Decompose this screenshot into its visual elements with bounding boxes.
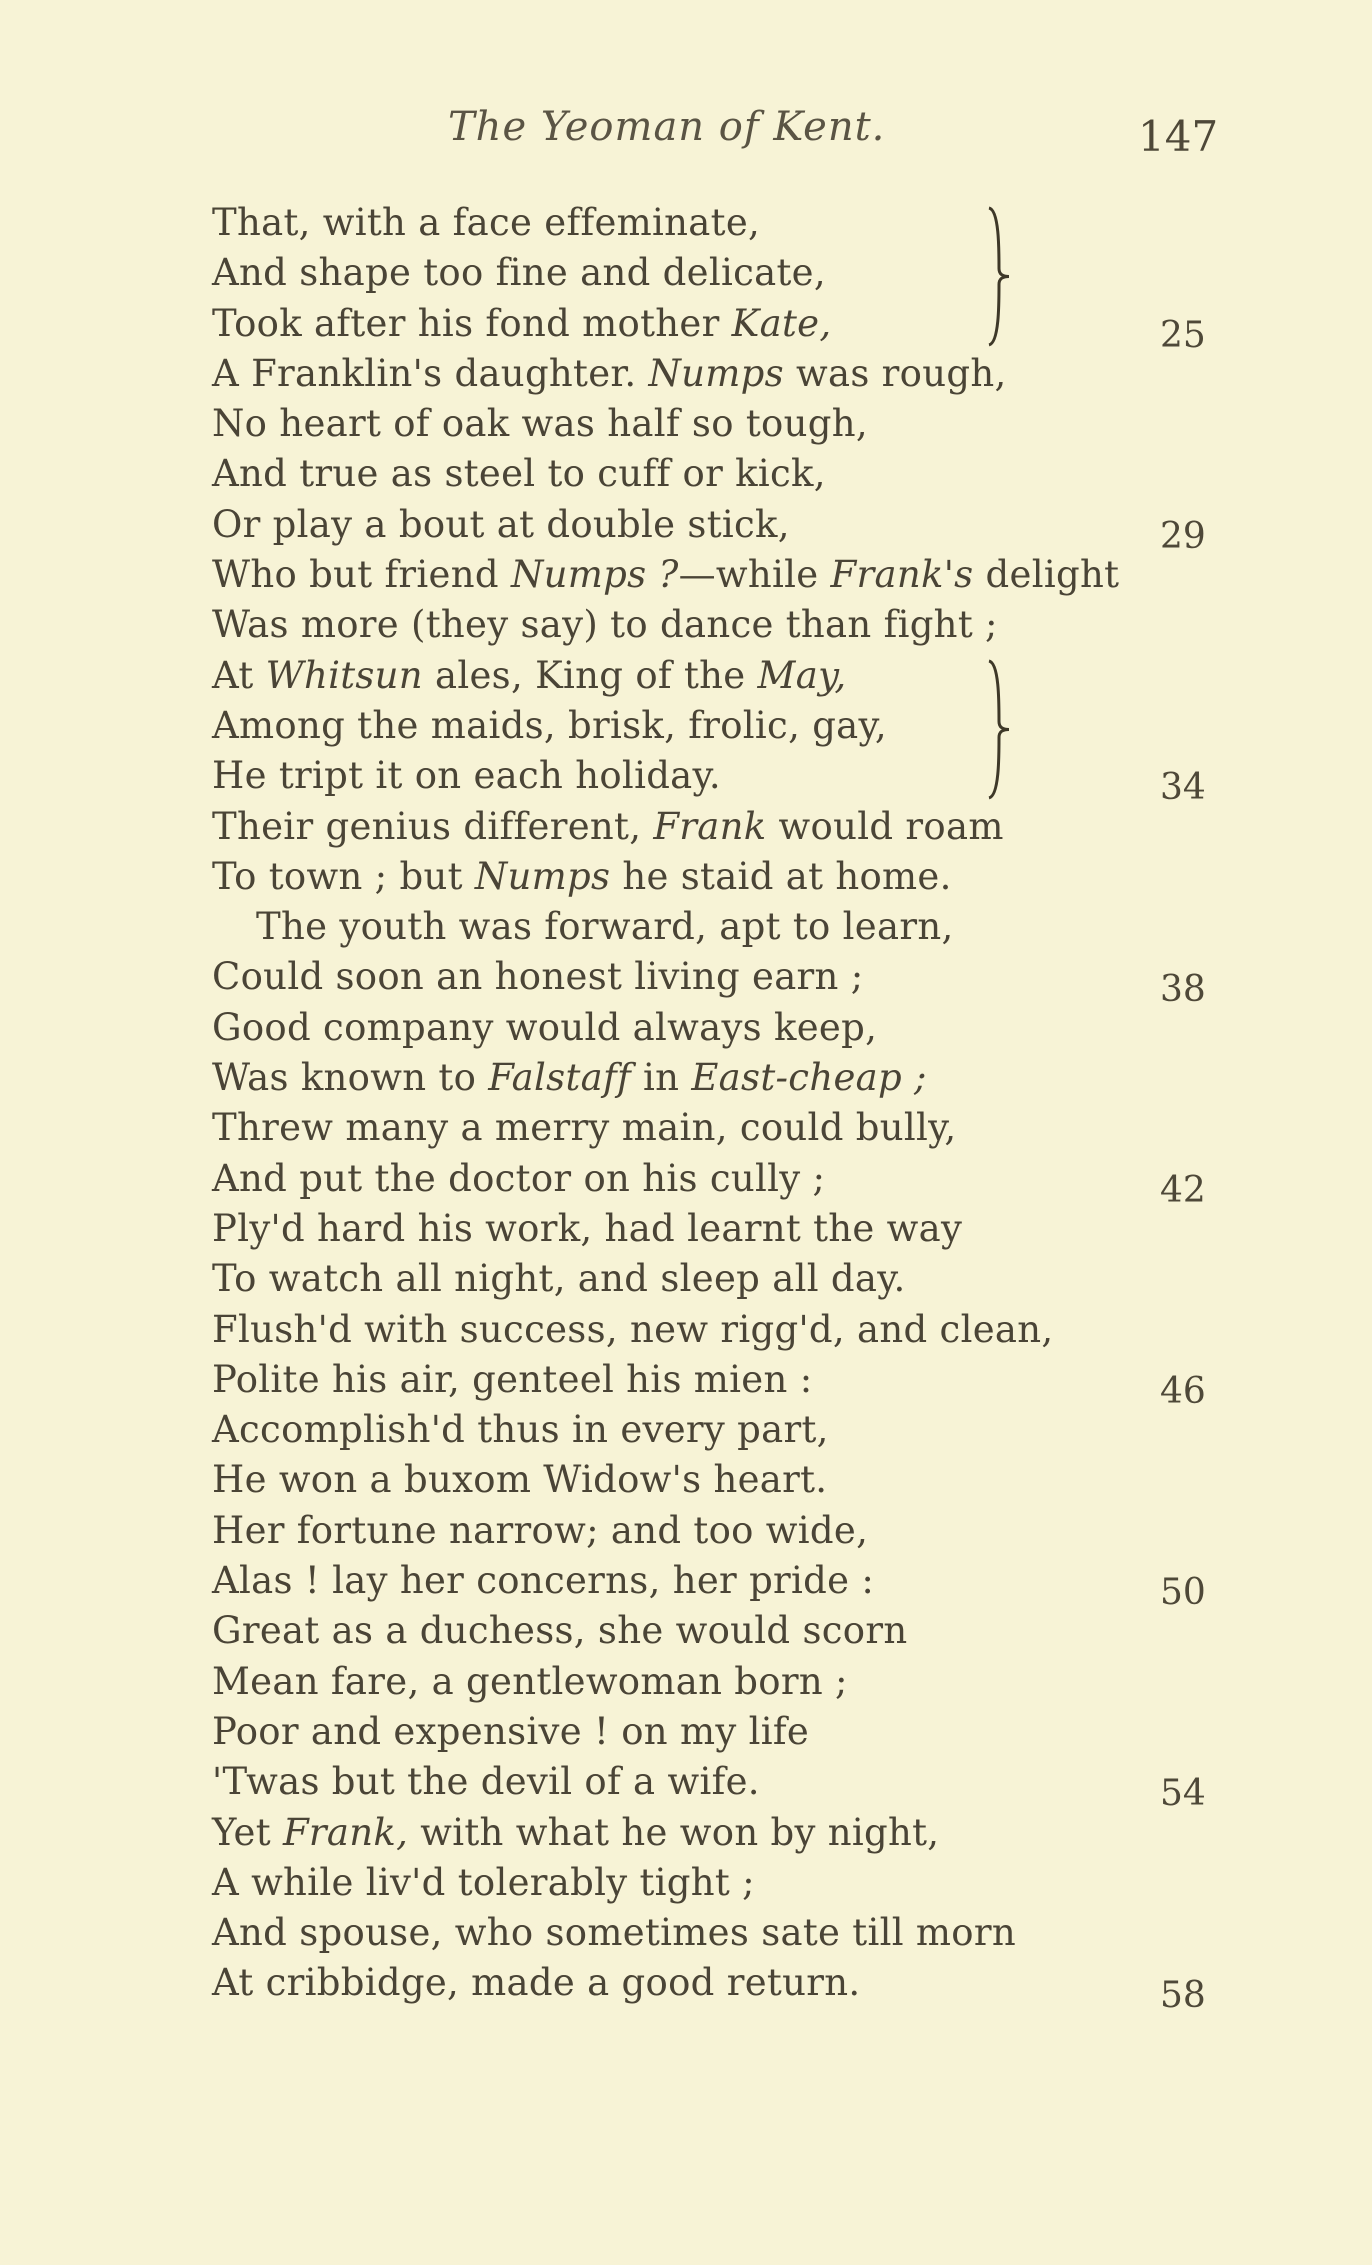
text-segment: Was known to xyxy=(212,1056,489,1100)
text-segment: Or play a bout at double stick, xyxy=(212,502,790,546)
text-segment: in xyxy=(630,1056,692,1100)
text-segment: He won a buxom Widow's heart. xyxy=(212,1458,828,1502)
text-segment: was rough, xyxy=(783,351,1007,395)
text-segment: Flush'd with success, new rigg'd, and clean, xyxy=(212,1307,1054,1351)
poem-line xyxy=(212,1757,1212,1807)
text-segment: A while liv'd tolerably tight ; xyxy=(212,1860,755,1904)
italic-text: Frank, xyxy=(282,1810,409,1854)
text-segment: Alas ! lay her concerns, her pride : xyxy=(212,1559,875,1603)
text-segment: Took after his fond mother xyxy=(212,301,732,345)
poem-line xyxy=(212,1808,1212,1858)
poem-line xyxy=(212,500,1212,550)
running-header-title: The Yeoman of Kent. xyxy=(448,104,886,150)
italic-text: Numps xyxy=(648,351,784,395)
text-segment: —while xyxy=(678,553,831,597)
line-number: 34 xyxy=(1160,767,1206,809)
poem-line xyxy=(212,399,1212,449)
text-segment: And put the doctor on his cully ; xyxy=(212,1156,826,1200)
line-number: 46 xyxy=(1160,1370,1206,1412)
poem-line xyxy=(212,1204,1212,1254)
poem-line xyxy=(212,1958,1212,2008)
text-segment: Yet xyxy=(212,1810,283,1854)
poem-line xyxy=(212,449,1212,499)
text-segment: would roam xyxy=(766,804,1004,848)
poem-line xyxy=(212,1707,1212,1757)
poem-line xyxy=(212,1556,1212,1606)
text-segment: And spouse, who sometimes sate till morn xyxy=(212,1911,1016,1955)
poem-line xyxy=(212,1405,1212,1455)
poem-line xyxy=(212,1053,1212,1103)
triplet-brace-icon xyxy=(985,206,1015,347)
poem-line xyxy=(212,751,1212,801)
poem-line xyxy=(212,1254,1212,1304)
italic-text: Frank's xyxy=(830,553,974,597)
poem-line xyxy=(212,1355,1212,1405)
line-number: 38 xyxy=(1160,968,1206,1010)
italic-text: Whitsun xyxy=(265,653,423,697)
text-segment: At xyxy=(212,653,266,697)
text-segment: Could soon an honest living earn ; xyxy=(212,955,864,999)
text-segment: Great as a duchess, she would scorn xyxy=(212,1609,908,1653)
poem-line xyxy=(212,1506,1212,1556)
poem-line xyxy=(212,1455,1212,1505)
text-segment: Poor and expensive ! on my life xyxy=(212,1709,810,1753)
text-segment: The youth was forward, apt to learn, xyxy=(256,905,954,949)
poem-line xyxy=(212,902,1212,952)
poem-line xyxy=(212,952,1212,1002)
text-segment: He tript it on each holiday. xyxy=(212,754,721,798)
text-segment: with what he won by night, xyxy=(408,1810,940,1854)
text-segment: No heart of oak was half so tough, xyxy=(212,402,868,446)
italic-text: East-cheap ; xyxy=(691,1056,927,1100)
text-segment: Who but friend xyxy=(212,553,511,597)
italic-text: Numps xyxy=(474,854,611,898)
text-segment: 'Twas but the devil of a wife. xyxy=(212,1760,760,1804)
line-number: 25 xyxy=(1160,314,1206,356)
poem-line xyxy=(212,651,1212,701)
text-segment: Accomplish'd thus in every part, xyxy=(212,1408,829,1452)
text-segment: Her fortune narrow; and too wide, xyxy=(212,1508,869,1552)
text-segment: he staid at home. xyxy=(610,854,952,898)
line-number: 58 xyxy=(1160,1974,1206,2016)
poem-line xyxy=(212,852,1212,902)
page-number: 147 xyxy=(1138,112,1219,161)
poem-line xyxy=(212,1003,1212,1053)
text-segment: Ply'd hard his work, had learnt the way xyxy=(212,1206,963,1250)
line-number: 29 xyxy=(1160,515,1206,557)
italic-text: Frank xyxy=(653,804,767,848)
poem-line xyxy=(212,1908,1212,1958)
text-segment: A Franklin's daughter. xyxy=(212,351,649,395)
poem-line xyxy=(212,550,1212,600)
text-segment: ales, King of the xyxy=(422,653,758,697)
line-number: 42 xyxy=(1160,1169,1206,1211)
text-segment: To watch all night, and sleep all day. xyxy=(212,1257,906,1301)
text-segment: Among the maids, brisk, frolic, gay, xyxy=(212,703,887,747)
text-segment: That, with a face effeminate, xyxy=(212,201,761,244)
poem-line xyxy=(212,248,1212,298)
poem-line xyxy=(212,198,1212,248)
poem-line xyxy=(212,1305,1212,1355)
poem-line xyxy=(212,1858,1212,1908)
italic-text: Kate, xyxy=(731,301,832,345)
text-segment: Mean fare, a gentlewoman born ; xyxy=(212,1659,848,1703)
text-segment: And shape too fine and delicate, xyxy=(212,251,826,295)
line-number: 54 xyxy=(1160,1773,1206,1815)
poem-line xyxy=(212,600,1212,650)
text-segment: Their genius different, xyxy=(212,804,654,848)
italic-text: Numps ? xyxy=(510,553,679,597)
text-segment: To town ; but xyxy=(212,854,475,898)
poem-line xyxy=(212,701,1212,751)
text-segment: Threw many a merry main, could bully, xyxy=(212,1106,957,1150)
text-segment: delight xyxy=(973,553,1120,597)
text-segment: At cribbidge, made a good return. xyxy=(212,1961,861,2005)
poem-body xyxy=(212,198,1212,2016)
line-number: 50 xyxy=(1160,1572,1206,1614)
poem-line xyxy=(212,1657,1212,1707)
text-segment: Was more (they say) to dance than fight ; xyxy=(212,603,998,647)
italic-text: Falstaff xyxy=(488,1056,631,1100)
poem-line xyxy=(212,349,1212,399)
poem-line xyxy=(212,1154,1212,1204)
italic-text: May, xyxy=(757,653,847,697)
text-segment: And true as steel to cuff or kick, xyxy=(212,452,826,496)
poem-line xyxy=(212,1103,1212,1153)
poem-line xyxy=(212,802,1212,852)
text-segment: Polite his air, genteel his mien : xyxy=(212,1357,813,1401)
poem-line xyxy=(212,299,1212,349)
triplet-brace-icon xyxy=(985,659,1015,800)
poem-line xyxy=(212,1606,1212,1656)
text-segment: Good company would always keep, xyxy=(212,1005,878,1049)
